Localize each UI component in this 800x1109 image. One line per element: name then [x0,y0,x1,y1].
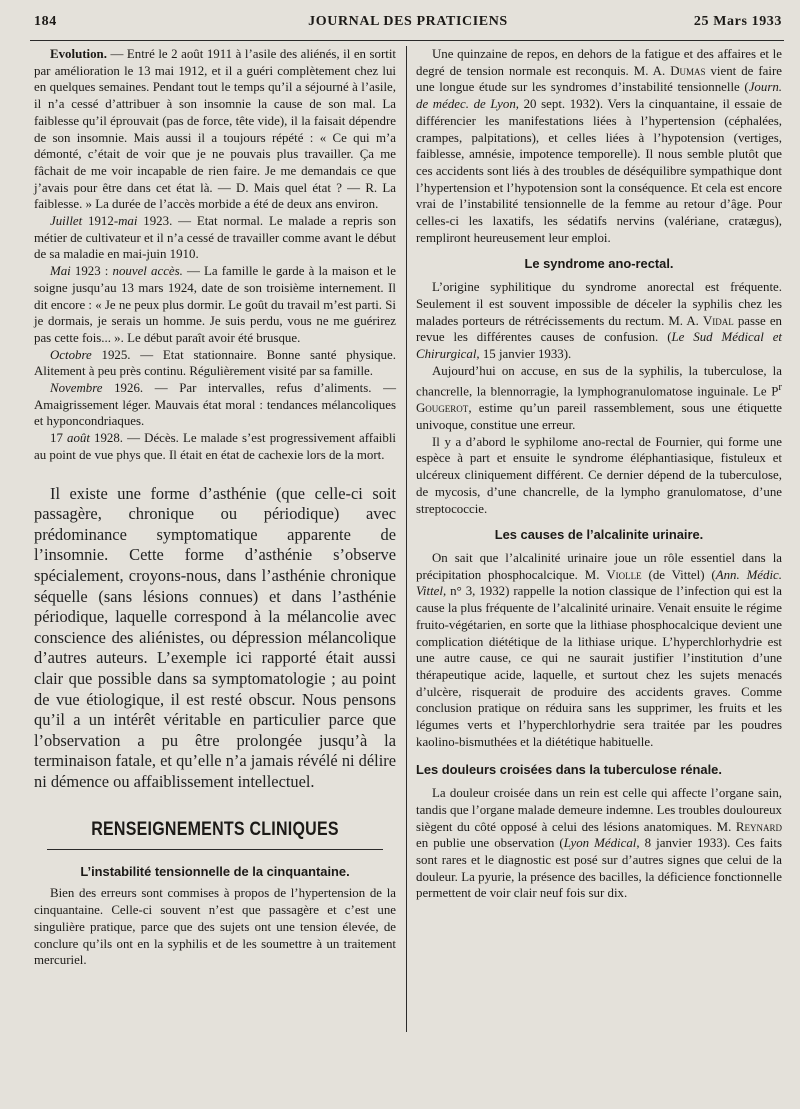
entry-date: Octobre [50,347,92,362]
author-name: Reynard [735,819,782,834]
anorectal-paragraph-1 [416,279,782,363]
entry-date-second: mai [118,214,138,229]
issue-date: 25 Mars 1933 [693,14,782,29]
entry-text: 1925. — Etat stationnaire. Bonne santé physique. Alitement à peu près continu. Régulièrement visité par sa famille. [34,347,396,379]
journal-title: JOURNAL DES PRATICIENS [308,14,508,29]
evolution-paragraph [34,46,396,213]
subhead-alcalinite: Les causes de l’alcalinite urinaire. [494,527,704,543]
text-run: (de Vittel) ( [641,567,716,582]
author-name: Dumas [670,63,706,78]
text-run: , estime qu’un pareil rassemblement, sous une étiquette univoque, constitue une erreur. [416,401,782,433]
journal-reference: Le Sud Médical et Chirurgical, [416,330,782,361]
alcalinite-paragraph [416,550,782,750]
page-header [34,14,782,38]
author-name: Vidal [702,313,734,328]
text-run: Aujourd’hui on accuse, en sus de la syphilis, la tuberculose, la chancrelle, la blennorragie, la lymphogranulomatose inguinale. Le P [416,363,782,399]
evolution-text: — Entré le 2 août 1911 à l’asile des aliénés, il en sortit par amélioration le 13 mai 1912, et il a guéri complètement chez lui en quelques semaines. Pendant tout le temps qu’il a séjourné à l’asile, il n’a cessé d’attribuer à son insomnie la cause de son mal. La faiblesse qu’il éprouvait (pas de force, tête vide), il la faisait dépendre de son insomnie. Mais aussi il a toujours répété : « Ce qui m’a démonté, c’était de voir que je ne pouvais plus travailler. Ça me fâchait de me voir incapable de rien faire. Je me demandais ce que j’avais pour être dans cet état là. — D. Mais quel état ? — R. La faiblesse. » La durée de l’accès morbide a été de deux ans environ. [34,47,396,212]
subhead-anorectal: Le syndrome ano-rectal. [524,256,674,272]
evolution-label: Evolution. [50,47,107,61]
text-run: en publie une observation ( [416,836,564,851]
observation-block [34,46,396,464]
column-divider [406,46,407,1032]
page-number: 184 [34,14,57,29]
entry-mai [34,263,396,347]
text-run: passe en revue les différentes causes de confusion. ( [416,313,782,345]
entry-juillet [34,213,396,263]
text-run: Une quinzaine de repos, en dehors de la fatigue et des affaires et le degré de tension normale est reconquis. M. A. [416,47,782,78]
text-run: vient de faire une longue étude sur les syndromes d’instabilité tensionnelle ( [416,63,782,95]
anorectal-paragraph-3: Il y a d’abord le syphilome ano-rectal de Fournier, qui forme une espèce à part et ensuite le syndrome éléphantiasique, fistuleux et ulcéreux cliniquement différent. Ce dernier dépend de la tuberculose, de mycosis, d’une chancrelle, de la lympho granulomatose, d’une streptococcie. [416,434,782,516]
right-column [416,46,782,902]
entry-text: 1923. — Etat normal. Le malade a repris son métier de cultivateur et il n’a cessé de travailler comme avant le début de sa maladie en mai-juin 1910. [34,214,397,262]
anorectal-paragraph-2 [416,363,782,434]
entry-date-plain: 1912- [82,214,119,229]
text-run: On sait que l’alcalinité urinaire joue un rôle essentiel dans la précipitation phosphocalcique. M. [416,550,782,582]
entry-day: 17 [50,431,67,446]
subhead-douleurs: Les douleurs croisées dans la tuberculose rénale. [416,762,722,778]
text-run: 15 janvier 1933). [479,346,572,361]
text-run: 20 sept. 1932). Vers la cinquantaine, il essaie de différencier les manifestations liées à l’hypertension (céphalées, crampes, palpitations), et celles liées à l’hypotension (vertiges, faiblesse, amnésie, impotence temporelle). Il nous semble plutôt que ces accidents sont liés à des troubles de déséquilibre sympathique dont l’hypertension et l’hypotension sont la conséquence. Et cela est encore vrai de l’instabilité tensionnelle de la femme au retour d’âge. Pour celles-ci les laxatifs, les sédatifs nervins (valériane, cratægus), rempliront heureusement leur emploi. [416,97,782,245]
section-title-rule [47,849,383,850]
text-run: 8 janvier 1933). Ces faits sont rares et le diagnostic est posé sur d’autres signes que celui de la douleur. La pyurie, la présence des bacilles, la déficience fonctionnelle permettent de voir clair neuf fois sur dix. [416,836,782,901]
entry-month: août [67,431,90,446]
journal-reference: Journ. de médec. de Lyon, [416,80,782,112]
entry-date: Juillet [50,214,83,229]
author-name: Gougerot [416,401,469,416]
subhead-instabilite: L’instabilité tensionnelle de la cinquantaine. [80,864,350,880]
entry-octobre [34,347,396,380]
entry-aout [34,430,396,463]
instabilite-paragraph: Bien des erreurs sont commises à propos de l’hypertension de la cinquantaine. Celle-ci souvent n’est que passagère et c’est une singulière pratique, parce que des sujets ont une tension élevée, de conclure qu’ils ont en la syphilis et de les soumettre à un traitement mercuriel. [34,886,396,968]
entry-date: Novembre [50,381,103,396]
author-name: Violle [606,567,642,582]
text-run: n° 3, 1932) rappelle la notion classique de l’infection qui est la cause la plus fréquente de l’alcalinité urinaire. Venait ensuite le régime fruito-végétarien, en sorte que la lithiase phosphocalcique devient une complication diététique de la lithiase urique. L’hyperchlorhydrie est une autre cause, ce qui ne saurait justifier l’institution d’une thérapeutique acide, laquelle, et surtout chez les sujets menacés d’ulcère, risquerait de produire des accidents graves. Comme conclusion pratique on réduira sans les supprimer, les fruits et les légumes verts et l’hyperchlorhydrie sera traitée par les poudres kaolino-bismuthées et la diététique habituelle. [416,584,782,749]
instabilite-continued [416,46,782,246]
commentary-paragraph: Il existe une forme d’asthénie (que celle-ci soit passagère, chronique ou périodique) avec prédominance symptomatique apparente de l’insomnie. Cette forme d’asthénie s’observe spécialement, croyons-nous, dans l’asthénie chronique séquelle (sans lésions connues) et dans l’asthénie périodique, laquelle correspond à la mélancolie avec conscience des aliénistes, ou dépression mélancolique d’autres auteurs. L’exemple ici rapporté était aussi clair que possible dans sa symptomatologie ; au point de vue étiologique, il est resté obscur. Nous pensons qu’il a un intérêt véritable en particulier parce que l’observation a pu être prolongée jusqu’à la terminaison fatale, et qu’elle n’a jamais révélé ni délire ni démence ou affaiblissement intellectuel. [34,483,396,791]
entry-text: 1928. — Décès. Le malade s’est progressivement affaibli au point de vue phys que. Il était en état de cachexie lors de la mort. [34,431,396,462]
entry-date: Mai [50,264,71,279]
section-title: RENSEIGNEMENTS CLINIQUES [91,818,339,841]
entry-date-second: nouvel accès. [112,264,183,279]
text-run: La douleur croisée dans un rein est celle qui affecte l’organe sain, tandis que l’organe malade demeure indemne. Les troubles douloureux siègent du côté opposé à celui des lésions anatomiques. M. [416,786,782,834]
entry-text: — La famille le garde à la maison et le soigne jusqu’au 13 mars 1924, date de son troisième internement. Il dit encore : « Je ne peux plus dormir. Le goût du travail m’est parti. Si je dormais, je serais un homme. Je suis perdu, vous ne me guérirez pas cette fois... ». Le début paraît avoir été brusque. [34,264,396,345]
entry-novembre [34,380,396,430]
journal-reference: Lyon Médical, [563,836,640,851]
left-column [34,46,396,969]
journal-reference: Ann. Médic. Vittel, [416,567,783,599]
superscript: r [778,381,782,394]
douleurs-paragraph [416,785,782,902]
header-rule [30,40,784,41]
entry-text: 1926. — Par intervalles, refus d’aliments. — Amaigrissement léger. Mauvais état moral : tendances mélancoliques et hyponcondriaques. [34,381,396,429]
text-run: L’origine syphilitique du syndrome anorectal est fréquente. Seulement il est souvent impossible de déceler la syphilis chez les malades porteurs de rétrécissements du rectum. M. A. [416,280,782,328]
entry-date-plain: 1923 : [70,264,113,279]
